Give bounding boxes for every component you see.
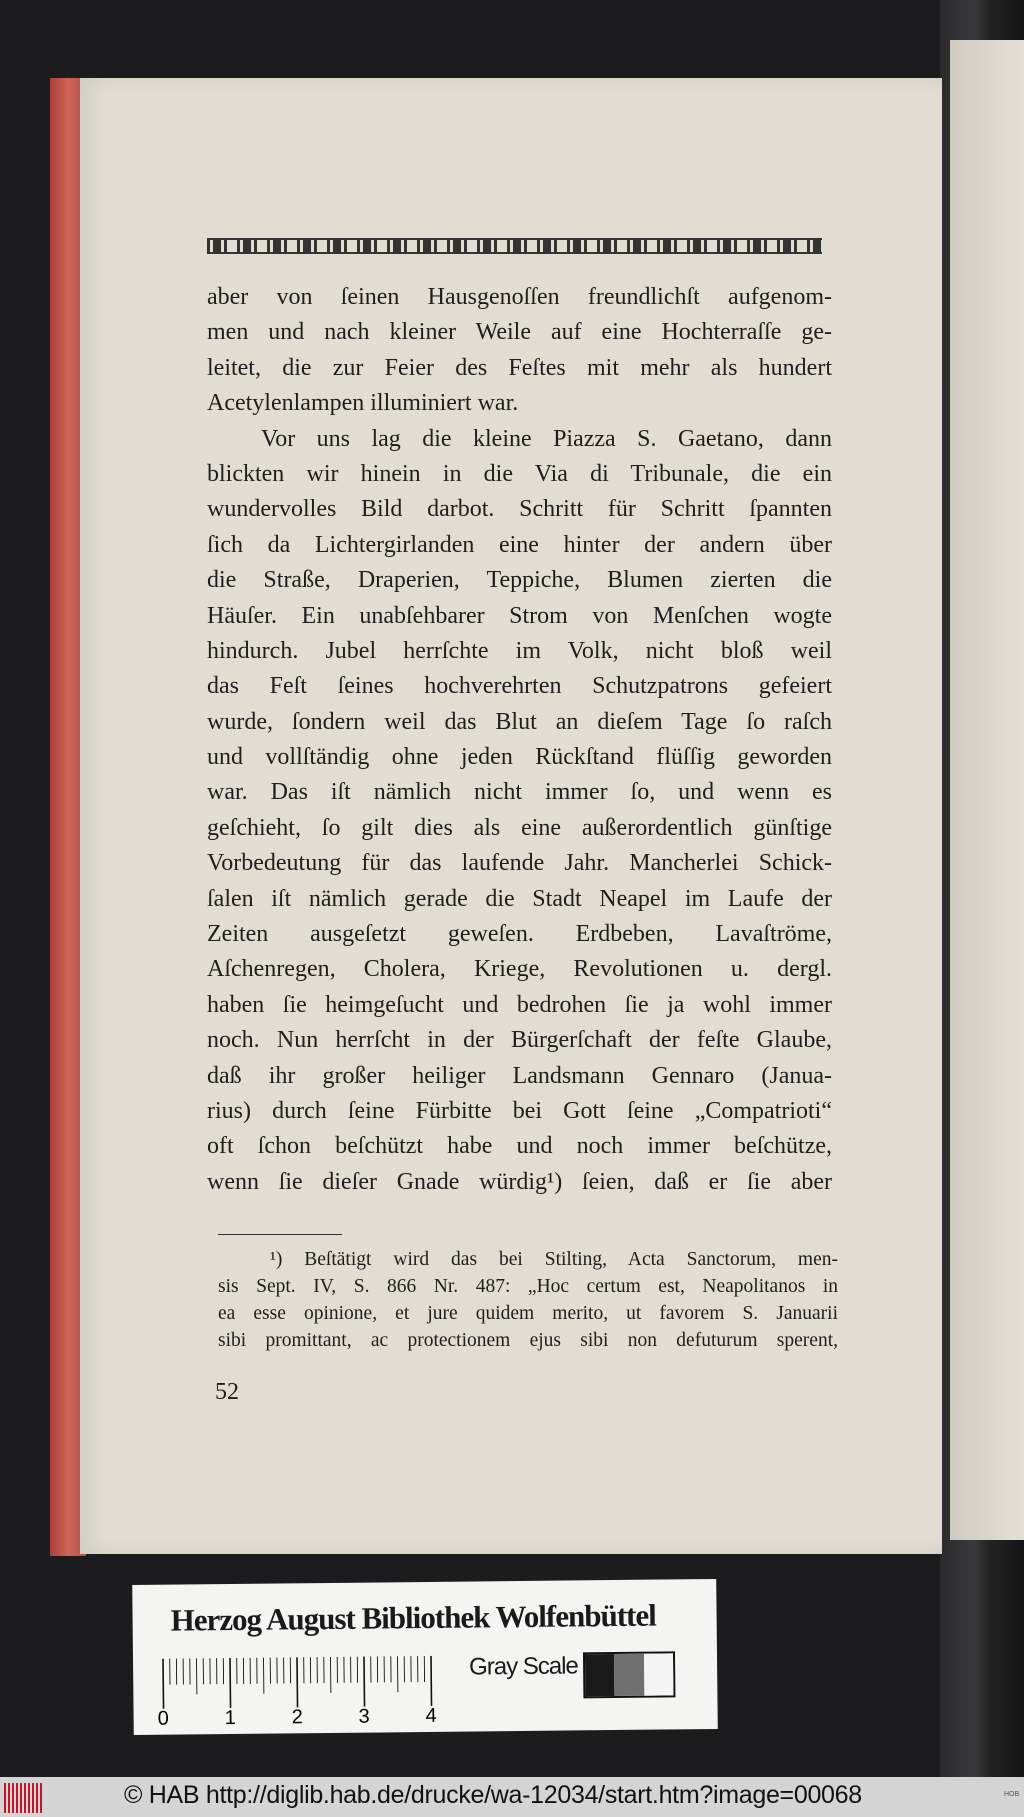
scale-card [132,1579,718,1735]
text-line: geſchieht, ſo gilt dies als eine außerordentlich günſtige [207,814,832,841]
ruler-tick [364,1657,365,1707]
text-line: Zeiten ausgeſetzt geweſen. Erdbeben, Lavaſtröme, [207,921,832,948]
text-line: und vollſtändig ohne jeden Rückſtand flüſſig geworden [207,744,832,771]
text-line: men und nach kleiner Weile auf eine Hochterraſſe ge- [207,319,832,346]
text-line: wenn ſie dieſer Gnade würdig¹) ſeien, daß er ſie aber [207,1168,832,1195]
text-line: Acetylenlampen illuminiert war. [207,390,519,417]
main-text [207,280,832,1200]
ruler-tick [230,1658,231,1708]
footnote-line: ¹) Beſtätigt wird das bei Stilting, Acta Sanctorum, men- [270,1249,838,1270]
text-line: Aſchenregen, Cholera, Kriege, Revolutionen u. dergl. [207,956,832,983]
text-line: die Straße, Draperien, Teppiche, Blumen zierten die [207,567,832,594]
footnote-rule [218,1234,342,1235]
hab-logo-icon [4,1783,44,1813]
ruler-number: 2 [291,1706,303,1729]
text-line: das Feſt ſeines hochverehrten Schutzpatrons gefeiert [207,673,832,700]
footnote-line: ea esse opinione, et jure quidem merito, ut favorem S. Januarii [218,1303,838,1324]
header-ornament [207,238,822,254]
ruler [153,1654,437,1730]
text-line: daß ihr großer heiliger Landsmann Gennaro (Janua- [207,1062,832,1089]
text-line: ſich da Lichtergirlanden eine hinter der andern über [207,531,832,558]
text-line: oft ſchon beſchützt habe und noch immer beſchütze, [207,1133,832,1160]
footer-bar [0,1777,1024,1817]
footer-mini-mark: HOB [1004,1791,1020,1798]
text-line: haben ſie heimgeſucht und bedrohen ſie ja wohl immer [207,991,832,1018]
ruler-number: 4 [425,1704,437,1727]
library-name: Herzog August Bibliothek Wolfenbüttel [170,1597,656,1638]
ruler-tick [163,1659,164,1709]
text-line: wurde, ſondern weil das Blut an dieſem Tage ſo raſch [207,708,832,735]
footnote-line: sis Sept. IV, S. 866 Nr. 487: „Hoc certum est, Neapolitanos in [218,1276,838,1297]
adjacent-page [950,40,1024,1540]
ruler-tick [431,1656,432,1706]
text-line: ſalen iſt nämlich gerade die Stadt Neapel im Laufe der [207,885,832,912]
text-line: Vor uns lag die kleine Piazza S. Gaetano, dann [261,425,832,452]
page-number: 52 [215,1379,239,1405]
text-line: rius) durch ſeine Fürbitte bei Gott ſeine „Compatrioti“ [207,1097,832,1124]
gray-scale-swatches [583,1651,675,1698]
ruler-number: 0 [157,1707,169,1730]
text-line: aber von ſeinen Hausgenoſſen freundlichſt aufgenom- [207,284,832,310]
footnote-line: sibi promittant, ac protectionem ejus sibi non defuturum sperent, [218,1330,838,1351]
ruler-tick [297,1657,298,1707]
gray-swatch [614,1654,644,1696]
ruler-number: 1 [224,1706,236,1730]
text-line: hindurch. Jubel herrſchte im Volk, nicht bloß weil [207,637,832,664]
text-line: war. Das iſt nämlich nicht immer ſo, und wenn es [207,779,832,806]
text-line: noch. Nun herrſcht in der Bürgerſchaft der feſte Glaube, [207,1027,832,1054]
text-line: Vorbedeutung für das laufende Jahr. Mancherlei Schick- [207,850,832,877]
copyright-url[interactable]: © HAB http://diglib.hab.de/drucke/wa-12034/start.htm?image=00068 [124,1781,862,1809]
ruler-number: 3 [358,1705,370,1728]
gray-swatch [585,1654,615,1696]
gray-swatch [644,1653,674,1695]
footnote [218,1246,838,1354]
text-line: blickten wir hinein in die Via di Tribunale, die ein [207,460,832,487]
text-line: leitet, die zur Feier des Feſtes mit mehr als hundert [207,354,832,381]
text-line: Häuſer. Ein unabſehbarer Strom von Menſchen wogte [207,602,832,629]
text-line: wundervolles Bild darbot. Schritt für Schritt ſpannten [207,496,832,523]
gray-scale-label: Gray Scale [468,1652,578,1681]
